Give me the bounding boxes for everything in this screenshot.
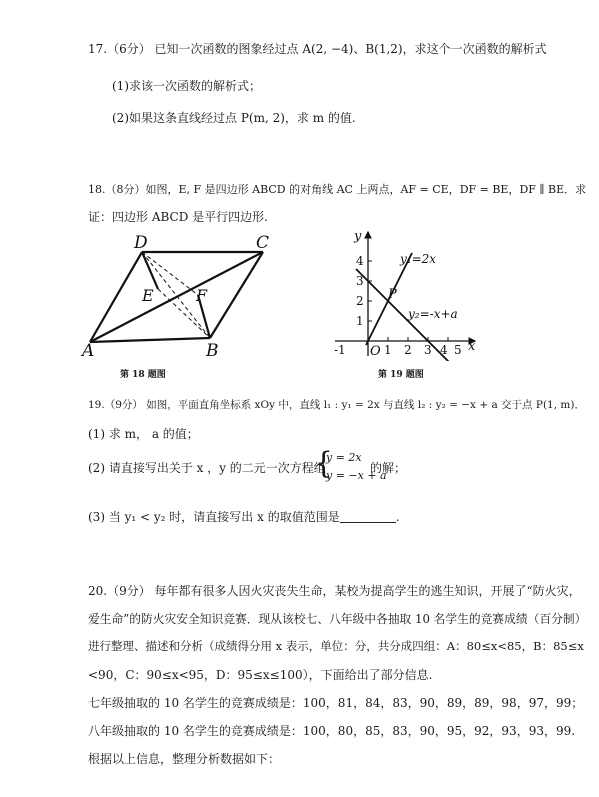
x-tick-label-5: 5: [454, 343, 462, 357]
q19-part1: (1) 求 m， a 的值；: [88, 427, 199, 441]
figure-19: [330, 226, 480, 361]
y-tick-label-3: 3: [356, 274, 364, 288]
fig18-caption: 第 18 题图: [120, 370, 166, 380]
x-axis-label: x: [468, 339, 476, 354]
y-tick-label-1: 1: [356, 314, 364, 328]
x-tick-label-2: 2: [404, 343, 412, 357]
q20-line1: 20.（9分） 每年都有很多人因火灾丧失生命，某校为提高学生的逃生知识，开展了“防火灾，: [88, 584, 581, 598]
x-tick-label-neg1: -1: [334, 343, 346, 357]
system-eq2: y = −x + a: [326, 469, 387, 482]
q19-part2-prefix: (2) 请直接写出关于 x ，y 的二元一次方程组: [88, 461, 326, 475]
fig19-caption: 第 19 题图: [378, 370, 424, 380]
x-tick-label-3: 3: [424, 343, 432, 357]
point-p-label: P: [388, 287, 397, 302]
label-d: D: [134, 233, 148, 253]
q19-part3-prefix: (3) 当 y₁ < y₂ 时，请直接写出 x 的取值范围是: [88, 510, 340, 524]
brace-symbol: {: [314, 446, 334, 481]
q18-line2: 证：四边形 ABCD 是平行四边形.: [88, 210, 268, 224]
system-eq1: y = 2x: [326, 451, 362, 464]
q20-line4: <90，C：90≤x<95，D：95≤x≤100），下面给出了部分信息.: [88, 668, 433, 682]
edge-ab: [90, 338, 210, 342]
y-tick-label-2: 2: [356, 294, 364, 308]
q17-part1: (1)求该一次函数的解析式；: [112, 79, 261, 93]
q19-header: 19.（9分） 如图，平面直角坐标系 xOy 中，直线 l₁ : y₁ = 2x 与直线 l₂ : y₂ = −x + a 交于点 P(1, m)．: [88, 399, 585, 411]
y-axis-label: y: [354, 229, 362, 244]
q19-part3-suffix: .: [395, 510, 400, 524]
line-y2-label: y₂=-x+a: [408, 307, 458, 321]
q20-line6: 八年级抽取的 10 名学生的竞赛成绩是：100，80，85，83，90，95，92，93，93，99.: [88, 724, 576, 738]
q20-line2: 爱生命”的防火灾安全知识竞赛．现从该校七、八年级中各抽取 10 名学生的竞赛成绩（百分制）: [88, 612, 587, 626]
q19-part3: [88, 508, 400, 525]
answer-blank: [340, 510, 396, 523]
label-f: F: [196, 286, 208, 305]
label-c: C: [256, 233, 270, 253]
figure-18: [80, 230, 280, 360]
q18-line1: 18.（8分）如图，E, F 是四边形 ABCD 的对角线 AC 上两点，AF = CE，DF = BE，DF ∥ BE．求: [88, 183, 587, 196]
x-tick-label-4: 4: [440, 343, 448, 357]
q17-part2: (2)如果这条直线经过点 P(m, 2)，求 m 的值.: [112, 111, 356, 125]
x-tick-label-1: 1: [384, 343, 392, 357]
y-tick-label-4: 4: [356, 254, 364, 268]
origin-label: O: [370, 344, 381, 359]
label-a: A: [82, 341, 95, 360]
q20-line5: 七年级抽取的 10 名学生的竞赛成绩是：100，81，84，83，90，89，89，98，97，99；: [88, 696, 584, 710]
line-y1-label: y₁=2x: [400, 252, 437, 266]
label-b: B: [206, 341, 219, 360]
label-e: E: [142, 286, 154, 305]
q20-line3: 进行整理、描述和分析（成绩得分用 x 表示，单位：分，共分成四组：A：80≤x<85，B：85≤x: [88, 639, 584, 653]
equation-system: [314, 446, 387, 484]
q19-part2-suffix: 的解；: [370, 461, 407, 475]
q17-header: 17.（6分） 已知一次函数的图象经过点 A(2, −4)、B(1,2)，求这个一次函数的解析式: [88, 42, 547, 56]
q20-line7: 根据以上信息，整理分析数据如下：: [88, 752, 281, 766]
